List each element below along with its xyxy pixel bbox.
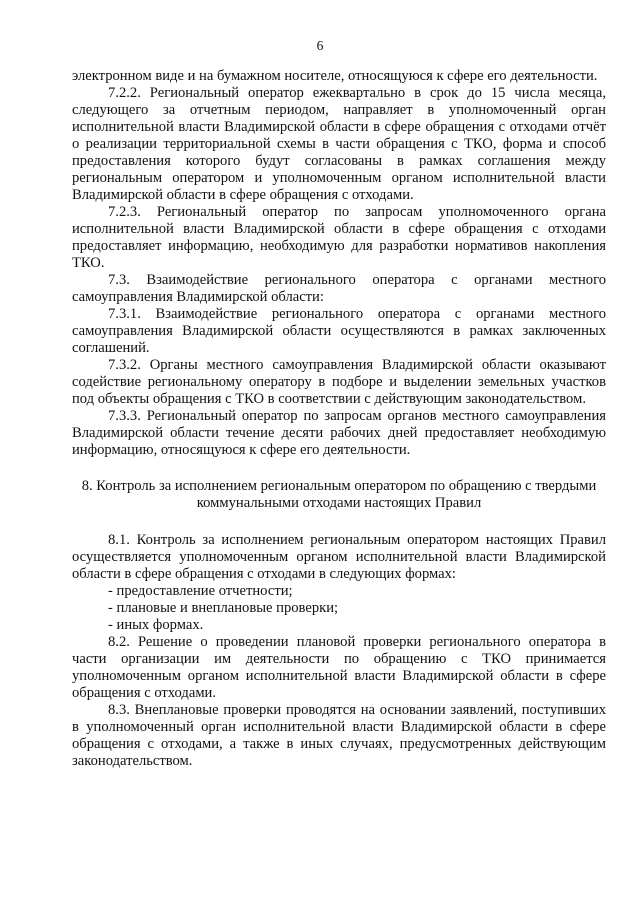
paragraph-8-2: 8.2. Решение о проведении плановой проверки регионального оператора в части организации им деятельности по обращению с ТКО принимается уполномоченным органом исполнительной власти Владимирской области в сфере обращения с отходами. [72,634,606,701]
paragraph-7-3-3: 7.3.3. Региональный оператор по запросам органов местного самоуправления Владимирской области течение десяти рабочих дней предоставляет необходимую информацию, относящуюся к сфере его деятельности. [72,408,606,458]
paragraph-continuation: электронном виде и на бумажном носителе, относящуюся к сфере его деятельности. [72,68,598,84]
paragraph-7-2-3: 7.2.3. Региональный оператор по запросам уполномоченного органа исполнительной власти Владимирской области в сфере обращения с отходами предоставляет информацию, необходимую для разработки нормативов накопления ТКО. [72,204,606,271]
paragraph-7-3-1: 7.3.1. Взаимодействие регионального оператора с органами местного самоуправления Владимирской области осуществляются в рамках заключенных соглашений. [72,306,606,356]
list-item: - плановые и внеплановые проверки; [108,600,339,616]
document-body [72,68,606,770]
section-8-heading: 8. Контроль за исполнением региональным оператором по обращению с твердыми коммунальными отходами настоящих Правил [81,478,597,511]
paragraph-7-3-2: 7.3.2. Органы местного самоуправления Владимирской области оказывают содействие региональному оператору в подборе и выделении земельных участков под объекты обращения с ТКО в соответствии с действующим законодательством. [72,357,606,407]
list-item: - иных формах. [108,617,204,633]
page-number: 6 [316,38,324,53]
list-item: - предоставление отчетности; [108,583,293,599]
paragraph-7-2-2: 7.2.2. Региональный оператор ежеквартально в срок до 15 числа месяца, следующего за отчетным периодом, направляет в уполномоченный орган исполнительной власти Владимирской области в сфере обращения с отходами отчёт о реализации территориальной схемы в части обращения с ТКО, форма и способ предоставления которого будут согласованы в рамках соглашения между региональным оператором и уполномоченным органом исполнительной власти Владимирской области в сфере обращения с отходами. [72,85,606,203]
paragraph-7-3: 7.3. Взаимодействие регионального оператора с органами местного самоуправления Владимирской области: [72,272,606,305]
paragraph-8-3: 8.3. Внеплановые проверки проводятся на основании заявлений, поступивших в уполномоченный орган исполнительной власти Владимирской области в сфере обращения с отходами, а также в иных случаях, предусмотренных действующим законодательством. [72,702,606,769]
paragraph-8-1: 8.1. Контроль за исполнением региональным оператором настоящих Правил осуществляется уполномоченным органом исполнительной власти Владимирской области в сфере обращения с отходами в следующих формах: [72,532,606,582]
